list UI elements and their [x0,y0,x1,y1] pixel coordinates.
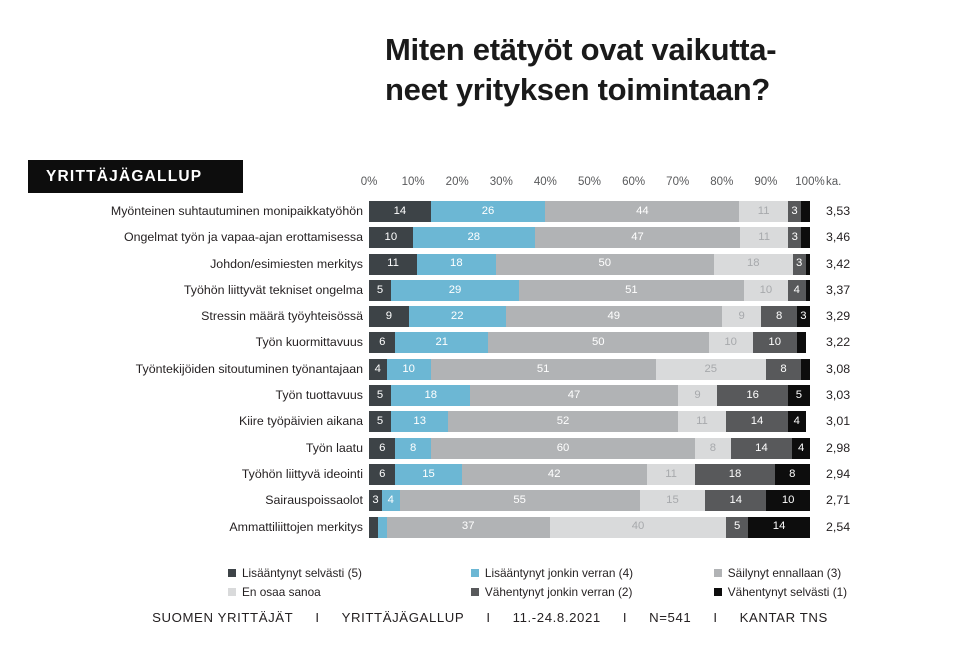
row-mean-value: 3,01 [826,414,851,429]
chart-row-label: Työn laatu [305,440,363,455]
x-axis-tick: 0% [360,176,378,188]
page-title: Miten etätyöt ovat vaikutta- neet yrityksen toimintaan? [385,32,777,107]
chart-row-label: Työhön liittyvä ideointi [241,466,363,481]
bar-segment: 4 [369,359,387,380]
bar-segment [369,517,378,538]
bar-segment: 9 [369,306,409,327]
stacked-bar [369,438,810,459]
bar-segment: 29 [391,280,519,301]
footer-item: 11.-24.8.2021 [512,610,601,625]
bar-segment: 10 [753,332,797,353]
bar-segment: 6 [369,332,395,353]
bar-segment: 6 [369,464,395,485]
stacked-bar [369,490,810,511]
row-mean-value: 2,98 [826,440,851,455]
chart-row [0,463,980,489]
bar-segment: 10 [387,359,431,380]
bar-segment: 25 [656,359,766,380]
chart-row [0,226,980,252]
chart-row-label: Työn tuottavuus [275,388,363,403]
bar-segment: 28 [413,227,535,248]
row-mean-value: 3,37 [826,282,851,297]
bar-segment: 14 [748,517,810,538]
chart-row [0,410,980,436]
bar-segment: 60 [431,438,696,459]
bar-segment: 4 [382,490,399,511]
footer-item: SUOMEN YRITTÄJÄT [152,610,294,625]
chart-legend [228,563,868,601]
legend-row [228,563,868,582]
row-mean-value: 3,46 [826,230,851,245]
stacked-bar [369,517,810,538]
row-mean-value: 3,42 [826,256,851,271]
stacked-bar [369,254,810,275]
bar-segment: 18 [417,254,496,275]
legend-item[interactable] [471,585,714,599]
bar-segment: 8 [775,464,810,485]
footer-item: YRITTÄJÄGALLUP [341,610,465,625]
chart-row [0,253,980,279]
row-mean-value: 2,94 [826,466,851,481]
bar-segment [801,227,810,248]
chart-row-label: Työhön liittyvät tekniset ongelma [183,282,363,297]
footer-item: KANTAR TNS [739,610,828,625]
bar-segment: 4 [788,411,806,432]
bar-segment: 52 [448,411,677,432]
chart-row [0,331,980,357]
bar-segment: 16 [717,385,788,406]
legend-label: Säilynyt ennallaan (3) [727,565,842,580]
bar-segment: 21 [395,332,488,353]
stacked-bar [369,280,810,301]
bar-segment: 44 [545,201,739,222]
chart-row [0,489,980,515]
bar-segment: 3 [788,201,801,222]
footer-separator: I [713,610,718,625]
bar-segment: 4 [792,438,810,459]
bar-segment: 3 [788,227,801,248]
chart-row-label: Stressin määrä työyhteisössä [201,309,363,324]
row-mean-value: 3,53 [826,204,851,218]
x-axis-tick: 80% [710,176,734,188]
bar-segment [806,280,810,301]
row-mean-value: 3,22 [826,335,851,350]
legend-row [228,582,868,601]
chart-row-label: Kiire työpäivien aikana [239,414,363,429]
bar-segment: 14 [705,490,766,511]
bar-segment: 40 [550,517,726,538]
bar-segment: 9 [678,385,718,406]
footer-separator: I [315,610,320,625]
bar-segment: 11 [740,227,788,248]
chart-row-label: Ammattiliittojen merkitys [229,519,363,534]
chart-row-label: Sairauspoissaolot [265,493,363,508]
x-axis [360,176,825,192]
bar-segment: 5 [369,280,391,301]
chart-row [0,516,980,542]
x-axis-tick: 100% [795,176,825,188]
bar-segment: 3 [797,306,810,327]
footer [0,610,980,625]
stacked-bar [369,411,810,432]
bar-segment [806,254,810,275]
bar-segment: 5 [788,385,810,406]
bar-segment: 8 [695,438,730,459]
bar-segment: 18 [714,254,793,275]
bar-segment: 55 [400,490,640,511]
stacked-bar [369,201,810,222]
footer-separator: I [486,610,491,625]
x-axis-tick: 90% [754,176,778,188]
bar-segment: 10 [709,332,753,353]
chart-row [0,358,980,384]
x-axis-tick: 60% [622,176,646,188]
legend-item[interactable] [228,566,471,580]
stacked-bar [369,332,810,353]
bar-segment: 18 [695,464,774,485]
legend-item[interactable] [714,566,868,580]
legend-label: Lisääntynyt selvästi (5) [242,565,362,580]
bar-segment: 14 [726,411,788,432]
chart-row [0,384,980,410]
legend-swatch-icon [228,588,236,596]
bar-segment: 4 [788,280,806,301]
x-axis-tick: 10% [401,176,425,188]
bar-segment: 10 [766,490,810,511]
bar-segment: 10 [369,227,413,248]
x-axis-tick: 20% [445,176,469,188]
chart-rows [0,200,980,542]
legend-item[interactable] [714,585,868,599]
bar-segment: 10 [744,280,788,301]
legend-label: En osaa sanoa [242,584,321,599]
bar-segment: 15 [640,490,706,511]
bar-segment [801,359,810,380]
bar-segment: 47 [535,227,740,248]
stacked-bar [369,385,810,406]
stacked-bar [369,306,810,327]
chart-row [0,437,980,463]
chart-row-label: Työntekijöiden sitoutuminen työnantajaan [135,361,363,376]
bar-segment: 9 [722,306,762,327]
bar-segment: 22 [409,306,506,327]
bar-segment: 47 [470,385,677,406]
chart-row [0,305,980,331]
bar-segment: 50 [488,332,709,353]
legend-label: Vähentynyt selvästi (1) [727,584,848,599]
bar-segment: 51 [519,280,744,301]
bar-segment: 11 [739,201,788,222]
bar-segment: 14 [731,438,793,459]
bar-segment: 8 [395,438,430,459]
x-axis-tick: 30% [489,176,513,188]
bar-segment: 8 [761,306,796,327]
row-mean-value: 3,03 [826,388,851,403]
chart-row [0,200,980,226]
stacked-bar [369,359,810,380]
chart-row-label: Ongelmat työn ja vapaa-ajan erottamisessa [124,230,363,245]
bar-segment: 51 [431,359,656,380]
chart-row-label: Työn kuormittavuus [255,335,363,350]
chart-row-label: Johdon/esimiesten merkitys [210,256,363,271]
bar-segment: 50 [496,254,714,275]
bar-segment: 5 [369,385,391,406]
bar-segment: 3 [369,490,382,511]
bar-segment [797,332,806,353]
bar-segment: 5 [726,517,748,538]
legend-swatch-icon [228,569,236,577]
bar-segment: 37 [387,517,550,538]
brand-tag [28,160,243,193]
bar-segment: 5 [369,411,391,432]
legend-label: Lisääntynyt jonkin verran (4) [484,565,634,580]
bar-segment [378,517,387,538]
footer-item: N=541 [649,610,692,625]
stacked-bar [369,227,810,248]
bar-segment [801,201,810,222]
chart-row [0,279,980,305]
row-mean-value: 3,29 [826,309,851,324]
x-axis-tick: 70% [666,176,690,188]
mean-column-header: ka. [826,176,842,188]
legend-swatch-icon [471,569,479,577]
row-mean-value: 2,54 [826,519,851,534]
stacked-bar [369,464,810,485]
bar-segment: 49 [506,306,722,327]
row-mean-value: 3,08 [826,361,851,376]
x-axis-tick: 50% [577,176,602,188]
row-mean-value: 2,71 [826,493,851,508]
footer-separator: I [622,610,628,625]
bar-segment: 6 [369,438,395,459]
bar-segment: 13 [391,411,448,432]
bar-segment: 11 [369,254,417,275]
bar-segment: 18 [391,385,470,406]
legend-item[interactable] [471,566,714,580]
bar-segment: 11 [647,464,696,485]
x-axis-tick: 40% [533,176,557,188]
legend-swatch-icon [714,569,722,577]
brand-tag-label: YRITTÄJÄGALLUP [46,167,203,185]
bar-segment: 8 [766,359,801,380]
legend-swatch-icon [471,588,479,596]
bar-segment: 15 [395,464,461,485]
bar-segment: 11 [678,411,727,432]
legend-item[interactable] [228,585,471,599]
legend-swatch-icon [714,588,722,596]
bar-segment: 42 [462,464,647,485]
legend-label: Vähentynyt jonkin verran (2) [484,584,633,599]
bar-segment: 14 [369,201,431,222]
chart-row-label: Myönteinen suhtautuminen monipaikkatyöhön [110,204,363,218]
bar-segment: 26 [431,201,546,222]
bar-segment: 3 [793,254,806,275]
